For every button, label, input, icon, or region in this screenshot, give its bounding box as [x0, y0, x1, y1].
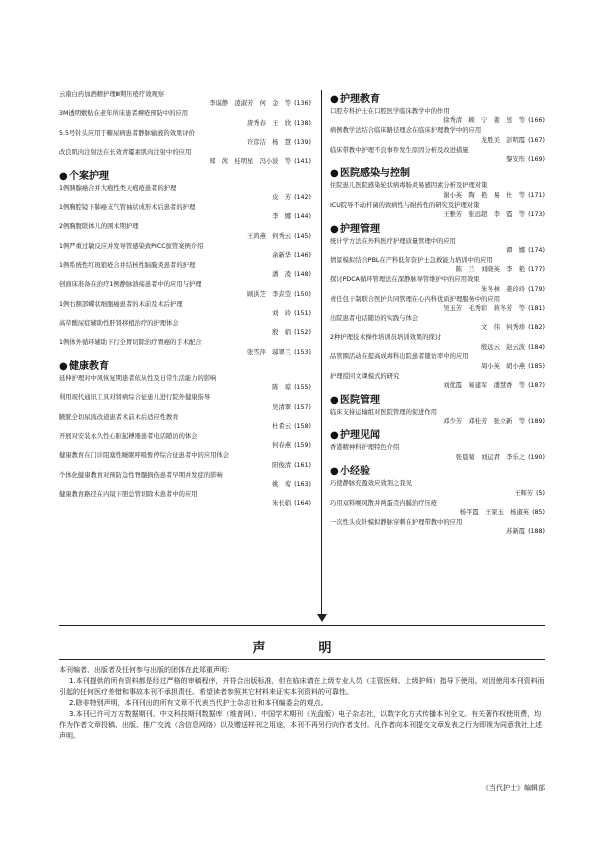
toc-entry-title: 1例系统性红斑狼疮合并结核性脑膜炎患者的护理: [59, 262, 196, 269]
toc-entry-page: (169): [528, 156, 545, 164]
toc-entry-page: (5): [536, 489, 545, 497]
toc-entry-page: (184): [528, 343, 545, 351]
toc-entry-title: 一次性头皮针模拟静脉穿刺在护理带教中的应用: [330, 518, 463, 526]
toc-entry: [330, 333, 545, 352]
toc-entry-authors: 刘 玲: [272, 310, 292, 318]
toc-entry-title: 健康教育在门诊阻塞性睡眠呼吸暂停综合征患者中的应用体会: [59, 452, 230, 460]
toc-entry: [59, 109, 311, 128]
toc-entry-authors: 顾洪芝 李垚莹: [246, 290, 292, 298]
declaration-paragraph-2: 2.除非特别声明，本刊刊出的所有文章不代表当代护士杂志社和本刊编委会的观点。: [69, 699, 328, 707]
toc-entry-authors: 周小英 胡小燕: [480, 362, 526, 370]
toc-entry-title: 1例胸腔镜下肺癌支气管袖状成形术后患者的护理: [59, 204, 196, 212]
toc-section-heading: [330, 465, 545, 478]
toc-entry-page: (161): [294, 461, 311, 469]
toc-entry-meta: [59, 309, 311, 318]
declaration: [59, 625, 545, 795]
declaration-top-rule: [59, 625, 545, 626]
toc-entry-meta: [59, 348, 311, 357]
toc-right-column: [330, 90, 545, 537]
toc-entry-authors: 杜希云: [272, 423, 292, 431]
toc-entry-title: 1例胰腺癌合并大疱性类天疱疮患者的护理: [59, 184, 177, 192]
toc-entry-title: 巧用双料喉风散并两蛋壳内膜治疗压疮: [330, 499, 438, 507]
toc-entry-page: (138): [294, 119, 311, 127]
toc-entry: [330, 518, 545, 537]
toc-entry-authors: 殷 娟: [272, 329, 292, 337]
column-divider: [321, 90, 322, 620]
toc-entry: [59, 432, 311, 451]
toc-entry-meta: [59, 480, 311, 489]
toc-entry-meta: [59, 403, 311, 412]
toc-entry-page: (177): [528, 266, 545, 274]
declaration-body: [59, 665, 545, 742]
toc-entry: [59, 374, 311, 393]
toc-entry-page: (187): [528, 382, 545, 390]
toc-section-title: 个案护理: [69, 170, 109, 182]
toc-entry-meta: [330, 246, 545, 255]
toc-entry-authors: 姚 莺: [272, 481, 292, 489]
toc-entry-meta: [330, 362, 545, 371]
toc-entry-authors: 苏新霞: [506, 528, 526, 536]
toc-entry-authors: 许彦洁 杨 慧: [246, 139, 292, 147]
toc-entry-meta: [59, 461, 311, 470]
toc-entry-meta: [330, 285, 545, 294]
toc-entry-title: 腋胱全切尿流改道患者术前术后适应性教育: [59, 413, 179, 421]
toc-entry: [330, 126, 545, 145]
toc-entry-title: 健康教育路径在内镜下胆总管切除术患者中的应用: [59, 490, 198, 498]
toc-entry-title: 临床带教中护理不良事件发生原因分析及改进措施: [330, 146, 469, 154]
toc-entry-page: (173): [528, 211, 545, 219]
toc-entry-authors: 李谟静 凌淑芳 何 金 等: [209, 100, 292, 108]
toc-entry-meta: [59, 232, 311, 241]
toc-entry-title: 1例严重过敏反应并发导管感染致PICC拔管案例介绍: [59, 242, 204, 250]
declaration-title: 声 明: [252, 641, 352, 656]
toc-entry-title: 探讨PDCA循环管理法在深静脉导管维护中的应用效果: [330, 276, 480, 284]
toc-entry: [59, 203, 311, 222]
toc-section-heading: [330, 93, 545, 106]
toc-entry: [59, 184, 311, 203]
toc-entry-authors: 徐秀清 顾 宁 姜 昱 等: [443, 117, 526, 125]
bullet-icon: ●: [59, 170, 68, 182]
toc-section-title: 医院管理: [340, 394, 380, 406]
toc-entry-page: (163): [294, 481, 311, 489]
toc-entry-page: (158): [294, 423, 311, 431]
toc-entry-title: 情景模拟结合PBL在产科低年资护士急救能力培训中的应用: [330, 256, 493, 264]
toc-entry-authors: 唐秀春 王 欣: [246, 119, 292, 127]
declaration-intro: 本刊编者、出版者及任何参与出版的团体在此郑重声明：: [59, 666, 234, 674]
toc-entry-meta: [59, 328, 311, 337]
toc-section-heading: [59, 170, 311, 183]
toc-entry-page: (85): [532, 508, 545, 516]
toc-entry-page: (150): [294, 290, 311, 298]
toc-entry-page: (189): [528, 417, 545, 425]
toc-entry-authors: 杨平霞 王家玉 杨淑英: [459, 508, 530, 516]
toc-entry-page: (166): [528, 117, 545, 125]
toc-entry-title: 品管圈活动在提高成毒科出院患者随访率中的应用: [330, 353, 469, 361]
toc-entry-title: 责任包干制联合医护共同管理在心内科优质护理服务中的应用: [330, 295, 501, 303]
toc-entry-meta: [330, 381, 545, 390]
toc-entry-authors: 吴清翠: [272, 403, 292, 411]
table-of-contents: [59, 90, 545, 620]
toc-entry-page: (144): [294, 213, 311, 221]
toc-entry-authors: 谢小英 陶 艳 易 仕 等: [443, 191, 526, 199]
toc-entry-page: (181): [528, 304, 545, 312]
toc-section-title: 小经验: [340, 466, 370, 478]
toc-entry: [330, 314, 545, 333]
toc-section-heading: [330, 394, 545, 407]
toc-entry-page: (190): [528, 453, 545, 461]
toc-entry-meta: [330, 265, 545, 274]
toc-entry-page: (188): [528, 528, 545, 536]
toc-section-heading: [330, 223, 545, 236]
toc-section-heading: [330, 167, 545, 180]
divider-arrow-icon: [317, 614, 327, 622]
toc-entry-page: (185): [528, 362, 545, 370]
toc-entry-page: (157): [294, 403, 311, 411]
toc-entry-title: 云南白药加酒精护理Ⅲ期压疮疗效观察: [59, 91, 165, 98]
toc-entry-page: (145): [294, 232, 311, 240]
toc-section-title: 护理管理: [340, 223, 380, 235]
bullet-icon: ●: [330, 394, 339, 406]
toc-entry-meta: [330, 417, 545, 426]
toc-entry: [59, 319, 311, 338]
toc-left-column: [59, 90, 311, 509]
toc-entry-title: 住院患儿医院感染轮状病毒肠炎易感因素分析及护理对策: [330, 182, 488, 190]
toc-entry-authors: 王鸿燕 何秀云: [246, 232, 292, 240]
toc-entry: [59, 261, 311, 280]
toc-entry: [330, 275, 545, 294]
toc-entry-page: (153): [294, 348, 311, 356]
toc-entry-meta: [59, 212, 311, 221]
toc-entry-meta: [59, 499, 311, 508]
toc-entry-authors: 刘优霞 易建军 潘慧香 等: [443, 382, 526, 390]
toc-entry: [59, 148, 311, 167]
toc-entry-page: (164): [294, 500, 311, 508]
toc-entry: [59, 393, 311, 412]
toc-entry-authors: 何春燕: [272, 442, 292, 450]
toc-entry-page: (167): [528, 136, 545, 144]
toc-entry-authors: 郑 茜 桂明星 冯小波 等: [209, 158, 292, 166]
toc-entry: [59, 300, 311, 319]
toc-entry-meta: [330, 191, 545, 200]
toc-entry-meta: [330, 210, 545, 219]
bullet-icon: ●: [330, 94, 339, 105]
toc-entry-title: 开展对安装永久性心脏起搏器患者电话随访的体会: [59, 433, 198, 440]
toc-entry-meta: [330, 136, 545, 145]
declaration-paragraph-3: 3.本刊已许可万方数据期刊、中文科技期刊数据库（维普网）、中国学术期刊（光盘版）电子杂志社，以数字化方式传播本刊全文。有关著作权使用费，均作为作者文章投稿、出版、推广交流（含信息网络）以及赠送样刊之用途，本刊不再另行向作者支付。凡作者向本刊提交文章发表之行为即视为同意我社上述声明。: [59, 710, 542, 740]
toc-entry-title: 统计学方法在外科医疗护理质量管理中的应用: [330, 237, 456, 245]
toc-entry-authors: 陈 琼: [272, 384, 292, 392]
toc-entry-authors: 张晨菊 刘运君 李乐之: [455, 453, 526, 461]
toc-entry-meta: [330, 527, 545, 536]
toc-entry-authors: 皮 芳: [272, 194, 292, 202]
toc-entry-meta: [330, 116, 545, 125]
toc-entry: [330, 443, 545, 462]
toc-entry: [330, 237, 545, 256]
toc-entry-meta: [330, 304, 545, 313]
toc-entry-title: 延伸护理对中风恢复期患者依从性及日常生活能力的影响: [59, 375, 217, 383]
toc-entry-title: 3M透明敷贴在老年所床患者褥疮预防中的应用: [59, 110, 189, 118]
toc-entry-title: 临床支持运输组对医院管理的促进作用: [330, 408, 438, 416]
toc-entry-title: 高草酸尿症辅助性肝肾移植治疗的护理体会: [59, 319, 179, 327]
toc-entry: [330, 201, 545, 220]
toc-entry-title: 香港精神科护理特色介绍: [330, 444, 400, 452]
toc-entry-title: 病例教学法结合临床路径理念在临床护理教学中的应用: [330, 127, 482, 135]
toc-entry-meta: [59, 422, 311, 431]
declaration-paragraph-1: 1.本刊提供的所有资料都是经过严格的审稿程序，并符合出版标准，但在临床请在上级专业人员（主管医师、上级护师）指导下使用。对因使用本刊资料而引起的任何医疗差错和事故本刊不承担责任。希望读者参照其它材料来证实本刊资料的可靠性。: [59, 677, 545, 696]
toc-entry-meta: [59, 270, 311, 279]
toc-entry-page: (139): [294, 139, 311, 147]
toc-entry-meta: [330, 453, 545, 462]
toc-entry-title: 护理授同文课模式的研究: [330, 372, 400, 380]
toc-entry-meta: [59, 251, 311, 260]
toc-entry-meta: [59, 138, 311, 147]
toc-entry: [330, 352, 545, 371]
toc-entry-title: 口腔专科护士在口腔医学临床教学中的作用: [330, 108, 450, 115]
toc-entry-page: (174): [528, 246, 545, 254]
toc-entry-title: 1例右额部蝶状细胞癌患者的术前及术后护理: [59, 300, 183, 308]
toc-section-title: 医院感染与控制: [340, 168, 410, 180]
toc-entry: [59, 451, 311, 470]
toc-entry-title: 利用现代通讯工具对肾病综合征患儿进行院外健康指导: [59, 394, 211, 402]
toc-section-heading: [59, 360, 311, 373]
toc-entry-page: (159): [294, 442, 311, 450]
toc-entry-authors: 王雅芳 张远超 李 霞 等: [443, 211, 526, 219]
toc-entry-authors: 王辉芳: [514, 489, 534, 497]
toc-entry-meta: [59, 99, 311, 108]
toc-entry-authors: 吴玉芳 毛秀彩 蒋冬芳 等: [443, 304, 526, 312]
toc-entry-page: (142): [294, 194, 311, 202]
toc-entry-title: 出院患者电话随访的实践与体会: [330, 314, 419, 322]
toc-entry-meta: [59, 441, 311, 450]
toc-entry-authors: 谭 娜: [506, 246, 526, 254]
toc-entry-title: 2例胸腹联体儿的围术期护理: [59, 223, 139, 231]
toc-entry: [330, 372, 545, 391]
toc-entry: [59, 413, 311, 432]
toc-entry-title: 改良肌肉注射法在长效青霉素肌肉注射中的应用: [59, 148, 192, 156]
toc-entry-authors: 张雪萍 邬翠兰: [246, 348, 292, 356]
toc-entry: [59, 338, 311, 357]
toc-entry-meta: [330, 155, 545, 164]
toc-entry-page: (148): [294, 271, 311, 279]
toc-entry-meta: [330, 489, 545, 498]
toc-entry: [330, 408, 545, 427]
bullet-icon: ●: [330, 466, 339, 478]
toc-entry-page: (179): [528, 285, 545, 293]
toc-section-title: 护理见闻: [340, 430, 380, 442]
toc-entry: [59, 490, 311, 509]
toc-entry-page: (182): [528, 324, 545, 332]
toc-entry: [59, 129, 311, 148]
toc-entry-meta: [330, 343, 545, 352]
toc-entry-authors: 阳俊清: [272, 461, 292, 469]
toc-entry-title: 个体化健康教育对预防急性脊髓损伤患者早期并发症的影响: [59, 471, 223, 479]
toc-entry-authors: 李 娜: [272, 213, 292, 221]
toc-entry-authors: 文 伟 何秀珍: [480, 324, 526, 332]
toc-entry-title: 巧使静脉充盈效应效剂之我见: [330, 480, 412, 488]
toc-entry: [330, 256, 545, 275]
toc-entry-page: (141): [294, 158, 311, 166]
toc-entry-title: 创面床准备在治疗1例静脉溃疡患者中的应用与护理: [59, 281, 202, 289]
toc-entry-authors: 朱长娟: [272, 500, 292, 508]
bullet-icon: ●: [59, 361, 68, 373]
toc-entry-authors: 黎安彤: [506, 156, 526, 164]
toc-entry-page: (152): [294, 329, 311, 337]
toc-entry: [330, 295, 545, 314]
declaration-signature: 《当代护士》编辑部: [482, 784, 545, 792]
bullet-icon: ●: [330, 168, 339, 180]
toc-section-title: 护理教育: [340, 94, 380, 105]
toc-entry-authors: 朱冬林 姜玲玲: [480, 285, 526, 293]
toc-entry-meta: [59, 157, 311, 166]
toc-entry-page: (155): [294, 384, 311, 392]
toc-entry-page: (171): [528, 191, 545, 199]
toc-section-title: 健康教育: [69, 361, 109, 373]
toc-entry-authors: 殷远云 赵云波: [480, 343, 526, 351]
toc-entry-meta: [330, 508, 545, 517]
toc-entry: [59, 280, 311, 299]
toc-entry: [330, 479, 545, 498]
toc-entry-meta: [59, 119, 311, 128]
toc-entry: [330, 181, 545, 200]
toc-entry-page: (136): [294, 100, 311, 108]
toc-entry-meta: [59, 383, 311, 392]
declaration-title-rule: [59, 659, 545, 660]
toc-entry-meta: [59, 290, 311, 299]
bullet-icon: ●: [330, 430, 339, 442]
toc-entry-authors: 龙胜美 彭明霞: [480, 136, 526, 144]
toc-entry-authors: 陈 兰 刘晓英 李 艳: [455, 266, 526, 274]
toc-entry: [59, 471, 311, 490]
toc-entry: [330, 146, 545, 165]
toc-entry-meta: [330, 323, 545, 332]
toc-entry: [330, 107, 545, 126]
toc-entry-page: (146): [294, 252, 311, 260]
bullet-icon: ●: [330, 223, 339, 235]
toc-entry-authors: 潘 凌: [272, 271, 292, 279]
toc-entry-meta: [59, 193, 311, 202]
toc-entry: [59, 222, 311, 241]
toc-entry-title: 2种护理技术操作培训员培训效果的探讨: [330, 334, 442, 342]
toc-entry-page: (151): [294, 310, 311, 318]
toc-entry: [59, 242, 311, 261]
toc-entry-authors: 邓少芳 邓桂芳 张立新 等: [443, 417, 526, 425]
toc-section-heading: [330, 429, 545, 442]
toc-entry-authors: 余新华: [272, 252, 292, 260]
toc-entry-title: 5.5号针头应用于糖尿病患者静脉输液的效果评价: [59, 129, 195, 137]
toc-entry-title: ICU院导不动杆菌的致病性与耐药性的研究及护理对策: [330, 201, 480, 209]
toc-entry-title: 1例体外循环辅助下行全胃切除治疗胃癌的手术配合: [59, 339, 202, 347]
toc-entry: [59, 90, 311, 109]
toc-entry: [330, 499, 545, 518]
